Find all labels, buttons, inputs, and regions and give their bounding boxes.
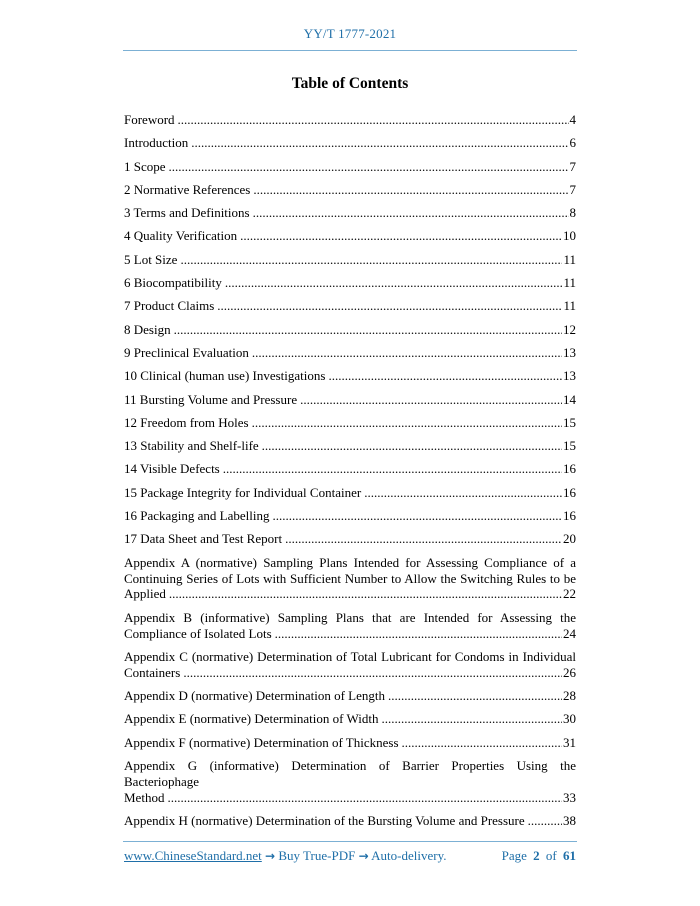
toc-entry-title: 11 Bursting Volume and Pressure — [124, 391, 298, 407]
toc-entry-page-number: 4 — [569, 112, 576, 127]
page-total-number: 61 — [563, 848, 576, 863]
toc-entry-title: Introduction — [124, 135, 189, 151]
toc-entry-wrapped-line: Appendix A (normative) Sampling Plans Intended for Assessing Compliance of a — [124, 554, 576, 570]
toc-entry-page-number: 30 — [563, 711, 576, 727]
toc-entry-page-number: 33 — [563, 789, 576, 805]
dot-leader — [167, 790, 562, 806]
toc-entry — [124, 813, 576, 829]
toc-entry-leader-line — [124, 790, 576, 806]
dot-leader — [364, 485, 562, 501]
header-divider — [123, 50, 577, 51]
toc-entry-title: 12 Freedom from Holes — [124, 414, 249, 430]
toc-entry-leader-line — [124, 392, 576, 408]
toc-entry-page-number: 11 — [563, 298, 576, 314]
toc-entry-leader-line — [124, 368, 576, 384]
page-label: Page — [501, 848, 527, 863]
toc-entry-page-number: 15 — [563, 414, 576, 430]
toc-entry-title: Applied — [124, 586, 166, 602]
toc-entry-page-number: 16 — [563, 461, 576, 477]
toc-entry-leader-line — [124, 415, 576, 431]
footer-delivery-text: Auto-delivery. — [371, 848, 447, 863]
toc-entry-title: 7 Product Claims — [124, 298, 215, 314]
toc-entry-leader-line — [124, 531, 576, 547]
document-number-header: YY/T 1777-2021 — [303, 26, 397, 41]
toc-entry — [124, 555, 576, 603]
dot-leader — [174, 322, 562, 338]
toc-entry-page-number: 10 — [563, 228, 576, 244]
footer-buy-text: Buy True-PDF — [278, 848, 356, 863]
toc-entry — [124, 112, 576, 128]
toc-entry-page-number: 7 — [569, 158, 576, 174]
toc-entry — [124, 688, 576, 704]
toc-entry-page-number: 16 — [563, 508, 576, 524]
toc-entry-leader-line — [124, 182, 576, 198]
toc-entry-title: Compliance of Isolated Lots — [124, 625, 272, 641]
toc-entry-page-number: 11 — [563, 275, 576, 291]
toc-entry-page-number: 13 — [563, 344, 576, 360]
dot-leader — [217, 298, 562, 314]
toc-entry-page-number: 22 — [563, 586, 576, 602]
toc-entry-title: Appendix F (normative) Determination of Thickness — [124, 734, 399, 750]
toc-entry-title: 3 Terms and Definitions — [124, 205, 250, 221]
dot-leader — [252, 345, 562, 361]
toc-entry — [124, 322, 576, 338]
toc-entry — [124, 508, 576, 524]
page-indicator — [502, 848, 576, 864]
toc-entry-page-number: 7 — [569, 181, 576, 197]
toc-entry-page-number: 38 — [563, 813, 576, 829]
dot-leader — [273, 508, 563, 524]
dot-leader — [191, 135, 568, 151]
page-current-number: 2 — [533, 848, 540, 863]
toc-entry-title: 17 Data Sheet and Test Report — [124, 531, 283, 547]
toc-entry-page-number: 15 — [563, 438, 576, 454]
toc-entry — [124, 735, 576, 751]
toc-entry — [124, 368, 576, 384]
website-link[interactable]: www.ChineseStandard.net — [124, 848, 262, 863]
toc-entry-leader-line — [124, 735, 576, 751]
toc-entry-wrapped-line: Appendix B (informative) Sampling Plans that are Intended for Assessing the — [124, 609, 576, 625]
toc-entry-title: Foreword — [124, 112, 175, 127]
toc-entry — [124, 298, 576, 314]
dot-leader — [240, 228, 562, 244]
toc-entry-title: 10 Clinical (human use) Investigations — [124, 368, 326, 384]
dot-leader — [528, 813, 562, 829]
footer-divider — [123, 841, 577, 842]
toc-entry — [124, 392, 576, 408]
toc-entry-leader-line — [124, 813, 576, 829]
toc-entry — [124, 711, 576, 727]
toc-entry — [124, 228, 576, 244]
toc-entry — [124, 415, 576, 431]
toc-entry-leader-line — [124, 228, 576, 244]
toc-entry-leader-line — [124, 665, 576, 681]
toc-entry — [124, 345, 576, 361]
toc-entry-page-number: 12 — [563, 321, 576, 337]
toc-entry — [124, 485, 576, 501]
toc-entry — [124, 610, 576, 642]
toc-entry-page-number: 14 — [563, 391, 576, 407]
toc-entry-title: Appendix H (normative) Determination of the Bursting Volume and Pressure — [124, 813, 525, 829]
toc-entry-title: 4 Quality Verification — [124, 228, 238, 244]
toc-entry-leader-line — [124, 586, 576, 602]
toc-entry-wrapped-line: Appendix G (informative) Determination of Barrier Properties Using the Bacteriophage — [124, 758, 576, 789]
toc-entry-page-number: 26 — [563, 664, 576, 680]
toc-entry-title: 2 Normative References — [124, 181, 251, 197]
toc-entry-title: 1 Scope — [124, 158, 166, 174]
dot-leader — [275, 626, 562, 642]
arrow-right-icon: → — [358, 849, 369, 863]
toc-entry-leader-line — [124, 252, 576, 268]
toc-entry-page-number: 20 — [563, 531, 576, 547]
dot-leader — [300, 392, 562, 408]
toc-entry-title: 5 Lot Size — [124, 251, 178, 267]
toc-entry-leader-line — [124, 438, 576, 454]
toc-entry-title: 14 Visible Defects — [124, 461, 220, 477]
dot-leader — [223, 461, 562, 477]
toc-entry-page-number: 13 — [563, 368, 576, 384]
toc-entry-leader-line — [124, 135, 576, 151]
toc-entry-wrapped-line: Appendix C (normative) Determination of Total Lubricant for Condoms in Individual — [124, 648, 576, 664]
toc-entry-title: 13 Stability and Shelf-life — [124, 438, 259, 454]
toc-entry-leader-line — [124, 205, 576, 221]
dot-leader — [252, 415, 562, 431]
toc-entry — [124, 252, 576, 268]
toc-entry-page-number: 31 — [563, 734, 576, 750]
toc-entry — [124, 531, 576, 547]
toc-entry — [124, 275, 576, 291]
dot-leader — [381, 711, 562, 727]
dot-leader — [225, 275, 563, 291]
page-footer — [124, 848, 576, 864]
table-of-contents — [124, 112, 576, 836]
toc-entry-leader-line — [124, 159, 576, 175]
dot-leader — [262, 438, 562, 454]
toc-entry-leader-line — [124, 322, 576, 338]
dot-leader — [169, 586, 562, 602]
arrow-right-icon: → — [265, 849, 276, 863]
toc-entry-title: 8 Design — [124, 321, 171, 337]
toc-entry — [124, 135, 576, 151]
toc-entry-leader-line — [124, 461, 576, 477]
toc-entry-leader-line — [124, 508, 576, 524]
toc-entry-leader-line — [124, 626, 576, 642]
toc-entry-title: 9 Preclinical Evaluation — [124, 344, 249, 360]
dot-leader — [180, 252, 562, 268]
toc-entry-title: Appendix D (normative) Determination of Length — [124, 688, 386, 704]
dot-leader — [253, 182, 568, 198]
toc-entry-leader-line — [124, 275, 576, 291]
dot-leader — [328, 368, 562, 384]
toc-entry-leader-line — [124, 112, 576, 128]
toc-entry-page-number: 8 — [569, 205, 576, 221]
toc-entry-title: Method — [124, 789, 165, 805]
dot-leader — [388, 688, 562, 704]
toc-entry-leader-line — [124, 345, 576, 361]
page-title: Table of Contents — [291, 75, 409, 92]
toc-entry-leader-line — [124, 298, 576, 314]
toc-entry — [124, 461, 576, 477]
toc-entry — [124, 649, 576, 681]
toc-entry — [124, 205, 576, 221]
toc-entry-title: 16 Packaging and Labelling — [124, 508, 270, 524]
toc-entry-wrapped-line: Continuing Series of Lots with Sufficient Number to Allow the Switching Rules to be — [124, 570, 576, 586]
dot-leader — [285, 531, 562, 547]
of-label: of — [545, 848, 557, 863]
toc-entry — [124, 438, 576, 454]
toc-entry-page-number: 16 — [563, 484, 576, 500]
toc-entry-title: 15 Package Integrity for Individual Container — [124, 484, 362, 500]
toc-entry — [124, 182, 576, 198]
toc-entry-title: Containers — [124, 664, 181, 680]
toc-entry-page-number: 24 — [563, 625, 576, 641]
toc-entry-title: Appendix E (normative) Determination of Width — [124, 711, 379, 727]
toc-entry-leader-line — [124, 485, 576, 501]
dot-leader — [253, 205, 569, 221]
footer-promo — [124, 848, 447, 864]
dot-leader — [402, 735, 562, 751]
toc-entry-page-number: 28 — [563, 688, 576, 704]
dot-leader — [169, 159, 569, 175]
dot-leader — [178, 112, 569, 128]
toc-entry-leader-line — [124, 688, 576, 704]
dot-leader — [183, 665, 562, 681]
toc-entry — [124, 159, 576, 175]
toc-entry-page-number: 6 — [569, 135, 576, 151]
toc-entry — [124, 758, 576, 806]
toc-entry-leader-line — [124, 711, 576, 727]
toc-entry-title: 6 Biocompatibility — [124, 275, 222, 291]
toc-entry-page-number: 11 — [563, 251, 576, 267]
